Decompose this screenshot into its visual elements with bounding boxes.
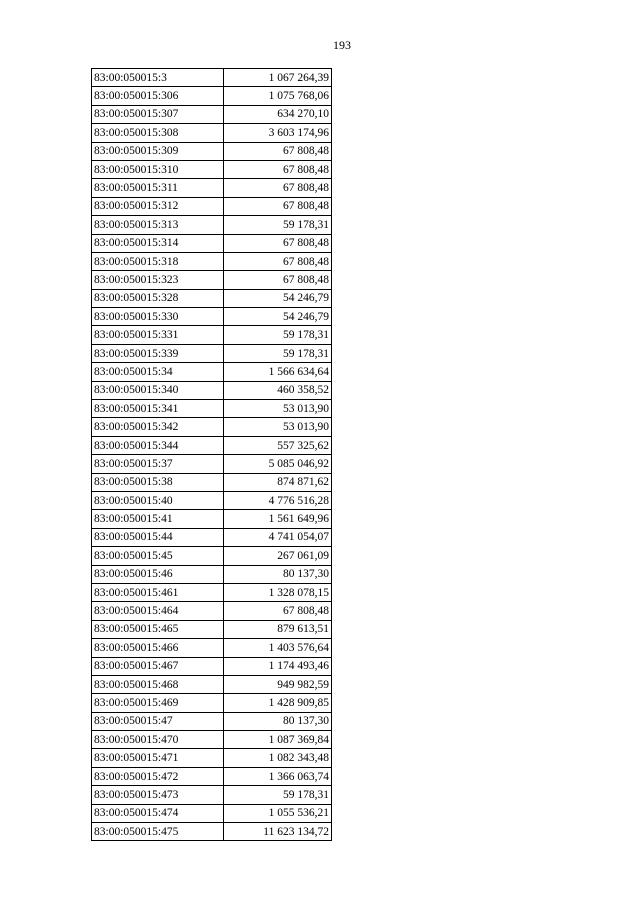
cadastral-value-cell: 1 366 063,74 (224, 767, 332, 785)
page-number: 193 (333, 38, 351, 52)
cadastral-number-cell: 83:00:050015:339 (92, 344, 224, 362)
table-row (92, 675, 332, 693)
cadastral-number-cell: 83:00:050015:473 (92, 786, 224, 804)
cadastral-value-cell: 67 808,48 (224, 271, 332, 289)
table-row (92, 160, 332, 178)
table-body (92, 69, 332, 841)
cadastral-value-cell: 67 808,48 (224, 160, 332, 178)
table-row (92, 326, 332, 344)
cadastral-value-cell: 67 808,48 (224, 602, 332, 620)
table-row (92, 436, 332, 454)
table-row (92, 308, 332, 326)
cadastral-number-cell: 83:00:050015:323 (92, 271, 224, 289)
table-row (92, 197, 332, 215)
cadastral-number-cell: 83:00:050015:318 (92, 252, 224, 270)
cadastral-number-cell: 83:00:050015:341 (92, 400, 224, 418)
cadastral-value-cell: 67 808,48 (224, 142, 332, 160)
cadastral-number-cell: 83:00:050015:465 (92, 620, 224, 638)
cadastral-value-cell: 80 137,30 (224, 565, 332, 583)
cadastral-value-cell: 1 067 264,39 (224, 69, 332, 87)
cadastral-number-cell: 83:00:050015:469 (92, 694, 224, 712)
cadastral-number-cell: 83:00:050015:3 (92, 69, 224, 87)
cadastral-number-cell: 83:00:050015:472 (92, 767, 224, 785)
cadastral-value-cell: 67 808,48 (224, 234, 332, 252)
table-row (92, 252, 332, 270)
cadastral-number-cell: 83:00:050015:308 (92, 124, 224, 142)
cadastral-value-cell: 1 055 536,21 (224, 804, 332, 822)
table-row (92, 767, 332, 785)
table-row (92, 510, 332, 528)
cadastral-value-cell: 80 137,30 (224, 712, 332, 730)
cadastral-number-cell: 83:00:050015:314 (92, 234, 224, 252)
table-row (92, 400, 332, 418)
table-row (92, 694, 332, 712)
table-row (92, 804, 332, 822)
cadastral-value-cell: 1 328 078,15 (224, 583, 332, 601)
table-row (92, 731, 332, 749)
cadastral-number-cell: 83:00:050015:464 (92, 602, 224, 620)
cadastral-number-cell: 83:00:050015:307 (92, 105, 224, 123)
cadastral-value-cell: 3 603 174,96 (224, 124, 332, 142)
table-row (92, 620, 332, 638)
table-row (92, 455, 332, 473)
table-row (92, 179, 332, 197)
cadastral-number-cell: 83:00:050015:474 (92, 804, 224, 822)
table-row (92, 69, 332, 87)
cadastral-number-cell: 83:00:050015:311 (92, 179, 224, 197)
cadastral-value-cell: 1 566 634,64 (224, 363, 332, 381)
cadastral-value-cell: 67 808,48 (224, 252, 332, 270)
cadastral-value-cell: 949 982,59 (224, 675, 332, 693)
table-row (92, 216, 332, 234)
table-row (92, 823, 332, 841)
table-row (92, 344, 332, 362)
table-row (92, 87, 332, 105)
cadastral-value-table (91, 68, 332, 841)
cadastral-value-cell: 267 061,09 (224, 547, 332, 565)
cadastral-value-cell: 67 808,48 (224, 179, 332, 197)
cadastral-value-cell: 11 623 134,72 (224, 823, 332, 841)
cadastral-number-cell: 83:00:050015:46 (92, 565, 224, 583)
table-row (92, 602, 332, 620)
cadastral-number-cell: 83:00:050015:467 (92, 657, 224, 675)
cadastral-value-cell: 1 174 493,46 (224, 657, 332, 675)
cadastral-value-cell: 54 246,79 (224, 308, 332, 326)
cadastral-number-cell: 83:00:050015:309 (92, 142, 224, 160)
cadastral-value-cell: 557 325,62 (224, 436, 332, 454)
cadastral-number-cell: 83:00:050015:306 (92, 87, 224, 105)
table-row (92, 491, 332, 509)
table-row (92, 657, 332, 675)
cadastral-number-cell: 83:00:050015:461 (92, 583, 224, 601)
table-row (92, 547, 332, 565)
cadastral-value-cell: 4 741 054,07 (224, 528, 332, 546)
table-row (92, 712, 332, 730)
cadastral-value-cell: 53 013,90 (224, 418, 332, 436)
cadastral-number-cell: 83:00:050015:330 (92, 308, 224, 326)
table-row (92, 418, 332, 436)
table-row (92, 142, 332, 160)
table-row (92, 363, 332, 381)
table-row (92, 528, 332, 546)
cadastral-value-cell: 59 178,31 (224, 326, 332, 344)
cadastral-number-cell: 83:00:050015:47 (92, 712, 224, 730)
cadastral-value-cell: 1 403 576,64 (224, 639, 332, 657)
cadastral-number-cell: 83:00:050015:41 (92, 510, 224, 528)
table-row (92, 583, 332, 601)
table-row (92, 271, 332, 289)
cadastral-number-cell: 83:00:050015:475 (92, 823, 224, 841)
table-row (92, 565, 332, 583)
cadastral-value-cell: 5 085 046,92 (224, 455, 332, 473)
table-row (92, 786, 332, 804)
cadastral-value-cell: 460 358,52 (224, 381, 332, 399)
cadastral-number-cell: 83:00:050015:466 (92, 639, 224, 657)
cadastral-value-cell: 874 871,62 (224, 473, 332, 491)
cadastral-number-cell: 83:00:050015:45 (92, 547, 224, 565)
cadastral-value-cell: 67 808,48 (224, 197, 332, 215)
cadastral-value-cell: 1 082 343,48 (224, 749, 332, 767)
table-row (92, 105, 332, 123)
cadastral-number-cell: 83:00:050015:313 (92, 216, 224, 234)
cadastral-value-cell: 59 178,31 (224, 344, 332, 362)
cadastral-value-cell: 1 561 649,96 (224, 510, 332, 528)
cadastral-value-cell: 1 075 768,06 (224, 87, 332, 105)
cadastral-value-cell: 53 013,90 (224, 400, 332, 418)
cadastral-number-cell: 83:00:050015:312 (92, 197, 224, 215)
cadastral-value-cell: 4 776 516,28 (224, 491, 332, 509)
cadastral-number-cell: 83:00:050015:328 (92, 289, 224, 307)
cadastral-number-cell: 83:00:050015:40 (92, 491, 224, 509)
cadastral-value-cell: 59 178,31 (224, 786, 332, 804)
table-row (92, 124, 332, 142)
cadastral-number-cell: 83:00:050015:44 (92, 528, 224, 546)
cadastral-value-cell: 54 246,79 (224, 289, 332, 307)
table-row (92, 639, 332, 657)
table-row (92, 289, 332, 307)
cadastral-value-cell: 634 270,10 (224, 105, 332, 123)
cadastral-number-cell: 83:00:050015:471 (92, 749, 224, 767)
cadastral-number-cell: 83:00:050015:344 (92, 436, 224, 454)
cadastral-number-cell: 83:00:050015:342 (92, 418, 224, 436)
cadastral-number-cell: 83:00:050015:310 (92, 160, 224, 178)
cadastral-number-cell: 83:00:050015:331 (92, 326, 224, 344)
table-row (92, 381, 332, 399)
cadastral-number-cell: 83:00:050015:37 (92, 455, 224, 473)
cadastral-number-cell: 83:00:050015:470 (92, 731, 224, 749)
table-row (92, 234, 332, 252)
cadastral-number-cell: 83:00:050015:38 (92, 473, 224, 491)
table-row (92, 749, 332, 767)
table-row (92, 473, 332, 491)
cadastral-value-cell: 879 613,51 (224, 620, 332, 638)
cadastral-number-cell: 83:00:050015:340 (92, 381, 224, 399)
cadastral-value-cell: 59 178,31 (224, 216, 332, 234)
cadastral-number-cell: 83:00:050015:34 (92, 363, 224, 381)
cadastral-value-cell: 1 428 909,85 (224, 694, 332, 712)
cadastral-value-cell: 1 087 369,84 (224, 731, 332, 749)
cadastral-number-cell: 83:00:050015:468 (92, 675, 224, 693)
